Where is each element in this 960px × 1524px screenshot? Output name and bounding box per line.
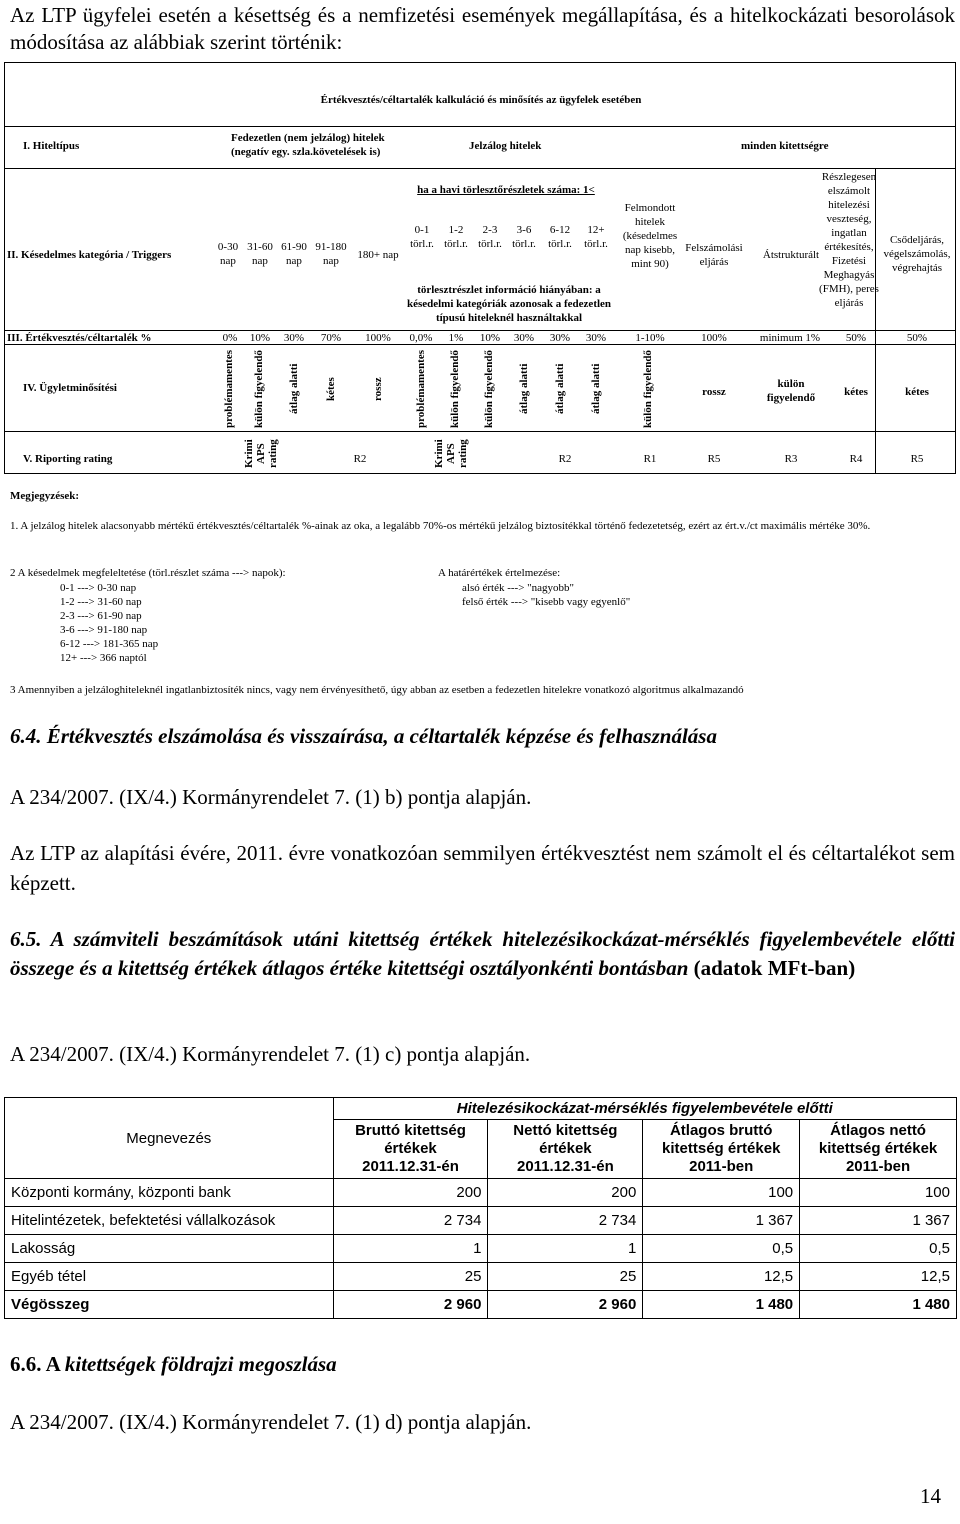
inst-12plus: 12+ törl.r.	[584, 224, 608, 250]
col-header-line: 2011-ben	[689, 1158, 754, 1175]
row1-label: I. Hiteltípus	[23, 140, 80, 152]
col-header-line: 2011.12.31-én	[362, 1158, 459, 1175]
rating-r-liquidation: R5	[707, 453, 721, 465]
cell-value: 2 734	[488, 1207, 643, 1235]
inst-0-1: 0-1 törl.r.	[410, 224, 434, 250]
row-name: Végösszeg	[5, 1291, 334, 1319]
rating-r-unsecured: R2	[353, 453, 367, 465]
col-header-line: kitettség értékek	[818, 1140, 938, 1157]
col-header-line: Átlagos bruttó	[669, 1122, 773, 1139]
row1-unsecured: Fedezetlen (nem jelzálog) hitelek (negatív egy. szla.követelések is)	[231, 132, 385, 158]
days-91-180: 91-180 nap	[315, 241, 347, 267]
rating-terminated: külön figyelendő	[642, 350, 654, 428]
col-header-avg-gross	[643, 1120, 800, 1179]
section-6-6-heading-italic: kitettségek földrajzi megoszlása	[64, 1352, 337, 1376]
threshold-item: felső érték ---> "kisebb vagy egyenlő"	[462, 596, 631, 608]
col-header-name: Megnevezés	[5, 1098, 334, 1179]
threshold-title: A határértékek értelmezése:	[438, 567, 561, 579]
note-2-list	[60, 581, 158, 665]
cell-value: 12,5	[800, 1263, 957, 1291]
rating-mort-3: átlag alatti	[518, 363, 530, 415]
cell-value: 1 480	[643, 1291, 800, 1319]
col-header-line: kitettség értékek	[662, 1140, 781, 1157]
cell-value: 1 367	[800, 1207, 957, 1235]
krimi-mortgage: Krimi APS rating	[433, 439, 469, 469]
section-6-4-law: A 234/2007. (IX/4.) Kormányrendelet 7. (1) b) pontja alapján.	[10, 785, 532, 809]
table-row	[5, 1235, 957, 1263]
row-name: Lakosság	[5, 1235, 334, 1263]
section-6-4-text: Az LTP az alapítási évére, 2011. évre vonatkozóan semmilyen értékvesztést nem számolt el és céltartalékot sem képzett.	[10, 841, 955, 895]
row4-label: IV. Ügyletminősítési	[23, 382, 117, 394]
exposure-table	[4, 1097, 957, 1319]
col-header-line: Nettó kitettség	[513, 1122, 618, 1139]
pct-1: 10%	[249, 332, 271, 344]
bankruptcy: Csődeljárás, végelszámolás, végrehajtás	[883, 234, 951, 274]
days-31-60: 31-60 nap	[247, 241, 273, 267]
cell-value: 0,5	[800, 1235, 957, 1263]
inst-6-12: 6-12 törl.r.	[548, 224, 572, 250]
col-header-line: értékek	[539, 1140, 592, 1157]
liquidation: Felszámolási eljárás	[685, 242, 743, 268]
table-total-row	[5, 1291, 957, 1319]
calculation-table	[4, 62, 956, 474]
section-6-5-heading-italic: 6.5. A számviteli beszámítások utáni kitettség értékek hitelezésikockázat-mérséklés figyelembevétele előtti összege és a kitettség értékek átlagos értéke kitettségi osztályonkénti bontásban	[10, 927, 955, 980]
cell-value: 1	[488, 1235, 643, 1263]
inst-2-3: 2-3 törl.r.	[478, 224, 502, 250]
note-2-title: 2 A késedelmek megfeleltetése (törl.részlet száma ---> napok):	[10, 567, 286, 579]
krimi-unsecured: Krimi APS rating	[243, 439, 279, 469]
days-61-90: 61-90 nap	[281, 241, 307, 267]
table-row	[5, 1179, 957, 1207]
section-6-6-heading-plain: 6.6. A	[10, 1352, 65, 1376]
note-2-item: 0-1 ---> 0-30 nap	[60, 582, 137, 594]
col-header-line: 2011.12.31-én	[517, 1158, 614, 1175]
cell-value: 200	[488, 1179, 643, 1207]
intro-paragraph: Az LTP ügyfelei esetén a késettség és a nemfizetési események megállapítása, és a hitelkockázati besorolások módosítása az alábbiak szerint történik:	[10, 3, 955, 54]
section-6-5-law: A 234/2007. (IX/4.) Kormányrendelet 7. (1) c) pontja alapján.	[10, 1042, 531, 1066]
rating-r-mortgage: R2	[558, 453, 572, 465]
note-3: 3 Amennyiben a jelzáloghiteleknél ingatlanbiztosíték nincs, vagy nem érvényesíthető, úgy abban az esetben a fedezetlen hitelekre vonatkozó algoritmus alkalmazandó	[10, 684, 744, 696]
table-row	[5, 1263, 957, 1291]
rating-unsec-4: rossz	[372, 377, 384, 401]
col-header-line: értékek	[384, 1140, 437, 1157]
pct-11: 1-10%	[635, 332, 665, 344]
row3-label: III. Értékvesztés/céltartalék %	[7, 332, 152, 344]
col-header-line: 2011-ben	[845, 1158, 911, 1175]
pct-9: 30%	[549, 332, 571, 344]
cell-value: 100	[643, 1179, 800, 1207]
pct-8: 30%	[513, 332, 535, 344]
row1-all: minden kitettségre	[741, 140, 829, 152]
rating-r-restructured: R3	[784, 453, 798, 465]
rating-r-partial: R4	[849, 453, 863, 465]
rating-mort-2: külön figyelendő	[483, 350, 495, 428]
installment-note: törlesztrészlet információ hiányában: a késedelmi kategóriák azonosak a fedezetlen típusú hiteleknél használtakkal	[406, 284, 612, 324]
cell-value: 0,5	[643, 1235, 800, 1263]
col-header-avg-net	[800, 1120, 957, 1179]
note-1: 1. A jelzálog hitelek alacsonyabb mértékű értékvesztés/céltartalék %-ainak az oka, a legalább 70%-os mértékű jelzálog biztosítékkal történő fedezetetség, ezért az ért.v./ct maximális mértéke 30%.	[10, 520, 871, 532]
restructured: Átstrukturált	[762, 249, 820, 261]
note-2-item: 3-6 ---> 91-180 nap	[60, 624, 148, 636]
table-title: Értékvesztés/céltartalék kalkuláció és minősítés az ügyfelek esetében	[320, 94, 642, 106]
rating-r-terminated: R1	[643, 453, 657, 465]
rating-unsec-2: átlag alatti	[288, 363, 300, 415]
inst-1-2: 1-2 törl.r.	[444, 224, 468, 250]
note-2-item: 12+ ---> 366 naptól	[60, 652, 147, 664]
pct-5: 0,0%	[409, 332, 433, 344]
days-0-30: 0-30 nap	[217, 241, 239, 267]
rating-partial: kétes	[844, 386, 868, 398]
cell-value: 1 480	[800, 1291, 957, 1319]
row2-label: II. Késedelmes kategória / Triggers	[7, 249, 172, 261]
pct-6: 1%	[448, 332, 464, 344]
section-6-6-heading	[10, 1350, 337, 1378]
pct-0: 0%	[222, 332, 238, 344]
notes-heading: Megjegyzések:	[10, 490, 80, 502]
rating-unsec-1: külön figyelendő	[253, 350, 265, 428]
threshold-item: alsó érték ---> "nagyobb"	[462, 582, 575, 594]
rating-mort-5: átlag alatti	[590, 363, 602, 415]
note-2-item: 6-12 ---> 181-365 nap	[60, 638, 159, 650]
installment-header: ha a havi törlesztőrészletek száma: 1<	[417, 184, 595, 196]
pct-4: 100%	[365, 332, 391, 344]
rating-mort-1: külön figyelendő	[449, 350, 461, 428]
days-180plus: 180+ nap	[357, 249, 399, 261]
col-header-gross	[333, 1120, 488, 1179]
table-row	[5, 1207, 957, 1235]
row1-mortgage: Jelzálog hitelek	[469, 140, 542, 152]
page-number: 14	[920, 1484, 941, 1508]
row5-label: V. Riporting rating	[23, 453, 113, 465]
pct-15: 50%	[906, 332, 928, 344]
rating-unsec-0: problémamentes	[223, 350, 235, 429]
section-6-4-heading: 6.4. Értékvesztés elszámolása és visszaírása, a céltartalék képzése és felhasználása	[10, 724, 717, 748]
row-name: Központi kormány, központi bank	[5, 1179, 334, 1207]
cell-value: 1	[333, 1235, 488, 1263]
section-6-5-heading	[10, 925, 955, 983]
pct-7: 10%	[479, 332, 501, 344]
col-header-net	[488, 1120, 643, 1179]
cell-value: 100	[800, 1179, 957, 1207]
col-header-line: Bruttó kitettség	[355, 1122, 466, 1139]
rating-bankruptcy: kétes	[905, 386, 929, 398]
pct-10: 30%	[585, 332, 607, 344]
threshold-list	[462, 581, 630, 609]
cell-value: 2 960	[488, 1291, 643, 1319]
col-header-line: Átlagos nettó	[830, 1122, 926, 1139]
cell-value: 2 734	[333, 1207, 488, 1235]
rating-r-bankruptcy: R5	[910, 453, 924, 465]
section-6-6-law: A 234/2007. (IX/4.) Kormányrendelet 7. (1) d) pontja alapján.	[10, 1410, 532, 1434]
pct-3: 70%	[320, 332, 342, 344]
terminated-loans: Felmondott hitelek (késedelmes nap kisebb, mint 90)	[622, 202, 678, 270]
row-name: Egyéb tétel	[5, 1263, 334, 1291]
cell-value: 12,5	[643, 1263, 800, 1291]
cell-value: 25	[333, 1263, 488, 1291]
cell-value: 1 367	[643, 1207, 800, 1235]
partial-loss: Részlegesen elszámolt hitelezési veszteség, ingatlan értékesítés, Fizetési Meghagyás (FMH), peres eljárás	[819, 171, 879, 309]
pct-14: 50%	[845, 332, 867, 344]
cell-value: 25	[488, 1263, 643, 1291]
rating-restructured: külön figyelendő	[766, 378, 816, 404]
rating-mort-0: problémamentes	[415, 350, 427, 429]
row-name: Hitelintézetek, befektetési vállalkozások	[5, 1207, 334, 1235]
section-6-5-heading-unit: (adatok MFt-ban)	[693, 956, 856, 980]
pct-13: minimum 1%	[759, 332, 821, 344]
pct-12: 100%	[701, 332, 727, 344]
cell-value: 200	[333, 1179, 488, 1207]
cell-value: 2 960	[333, 1291, 488, 1319]
note-2-item: 2-3 ---> 61-90 nap	[60, 610, 142, 622]
rating-liquidation: rossz	[702, 386, 726, 398]
note-2-item: 1-2 ---> 31-60 nap	[60, 596, 142, 608]
inst-3-6: 3-6 törl.r.	[512, 224, 536, 250]
rating-mort-4: átlag alatti	[554, 363, 566, 415]
rating-unsec-3: kétes	[325, 377, 337, 401]
group-header: Hitelezésikockázat-mérséklés figyelembevétele előtti	[333, 1098, 956, 1120]
pct-2: 30%	[283, 332, 305, 344]
